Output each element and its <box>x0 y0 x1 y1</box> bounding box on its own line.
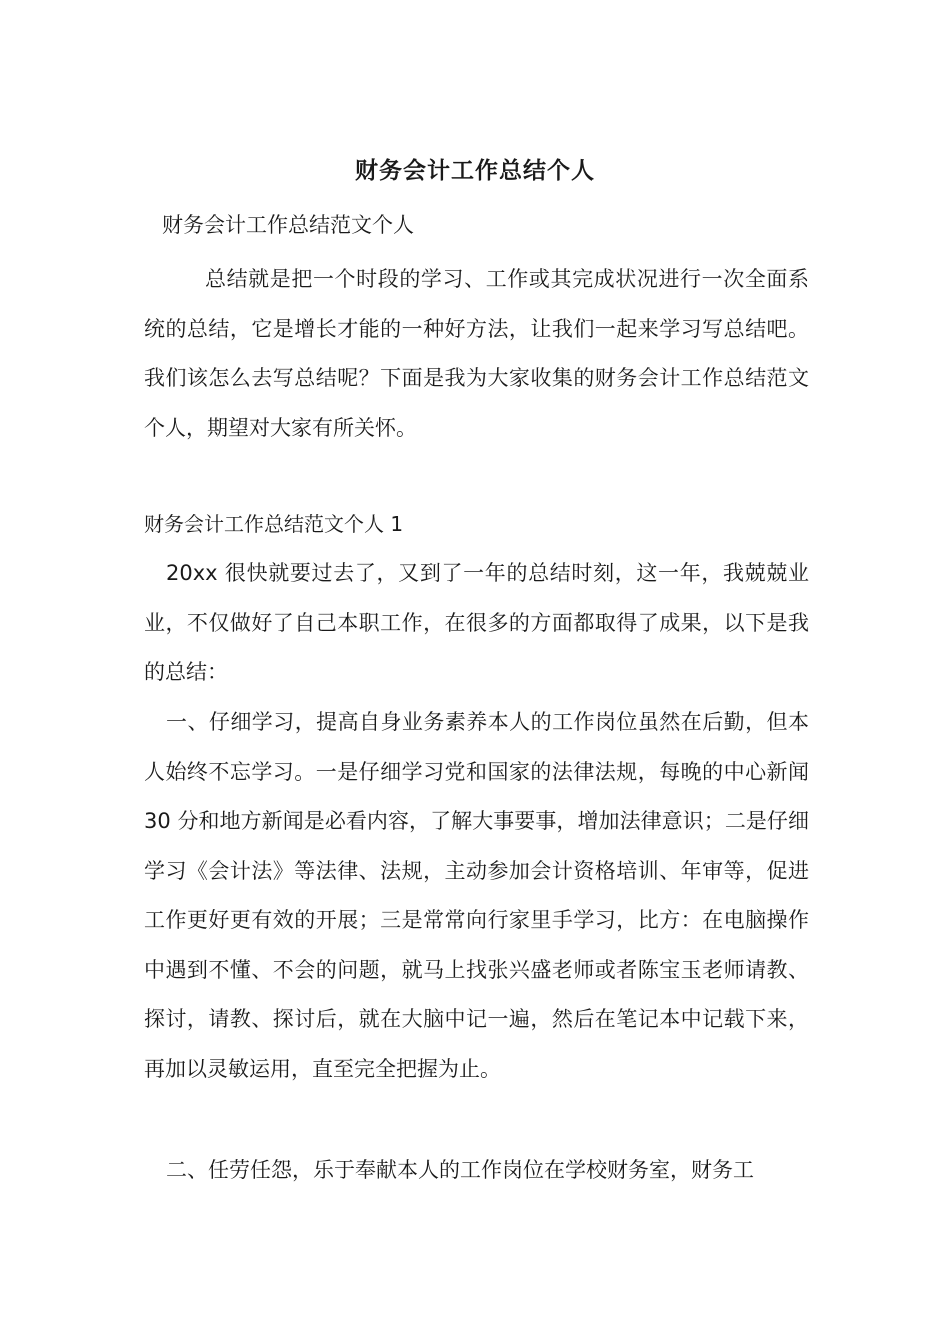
body-paragraph: 20xx 很快就要过去了，又到了一年的总结时刻，这一年，我兢兢业业，不仅做好了自己本职工作，在很多的方面都取得了成果，以下是我的总结： <box>144 561 809 684</box>
document-subtitle: 财务会计工作总结范文个人 <box>162 213 414 237</box>
intro-paragraph: 总结就是把一个时段的学习、工作或其完成状况进行一次全面系统的总结，它是增长才能的一种好方法，让我们一起来学习写总结吧。我们该怎么去写总结呢？下面是我为大家收集的财务会计工作总结范文个人，期望对大家有所关怀。 <box>144 267 809 440</box>
section-heading: 财务会计工作总结范文个人 1 <box>144 512 404 536</box>
body-paragraph: 二、任劳任怨，乐于奉献本人的工作岗位在学校财务室，财务工 <box>166 1158 754 1182</box>
body-paragraph: 一、仔细学习，提高自身业务素养本人的工作岗位虽然在后勤，但本人始终不忘学习。一是仔细学习党和国家的法律法规，每晚的中心新闻 30 分和地方新闻是必看内容，了解大事要事，增加法律意识；二是仔细学习《会计法》等法律、法规，主动参加会计资格培训、年审等，促进工作更好更有效的开展；三是常常向行家里手学习，比方：在电脑操作中遇到不懂、不会的问题，就马上找张兴盛老师或者陈宝玉老师请教、探讨，请教、探讨后，就在大脑中记一遍，然后在笔记本中记载下来，再加以灵敏运用，直至完全把握为止。 <box>144 710 809 1081</box>
document-title: 财务会计工作总结个人 <box>355 158 595 184</box>
